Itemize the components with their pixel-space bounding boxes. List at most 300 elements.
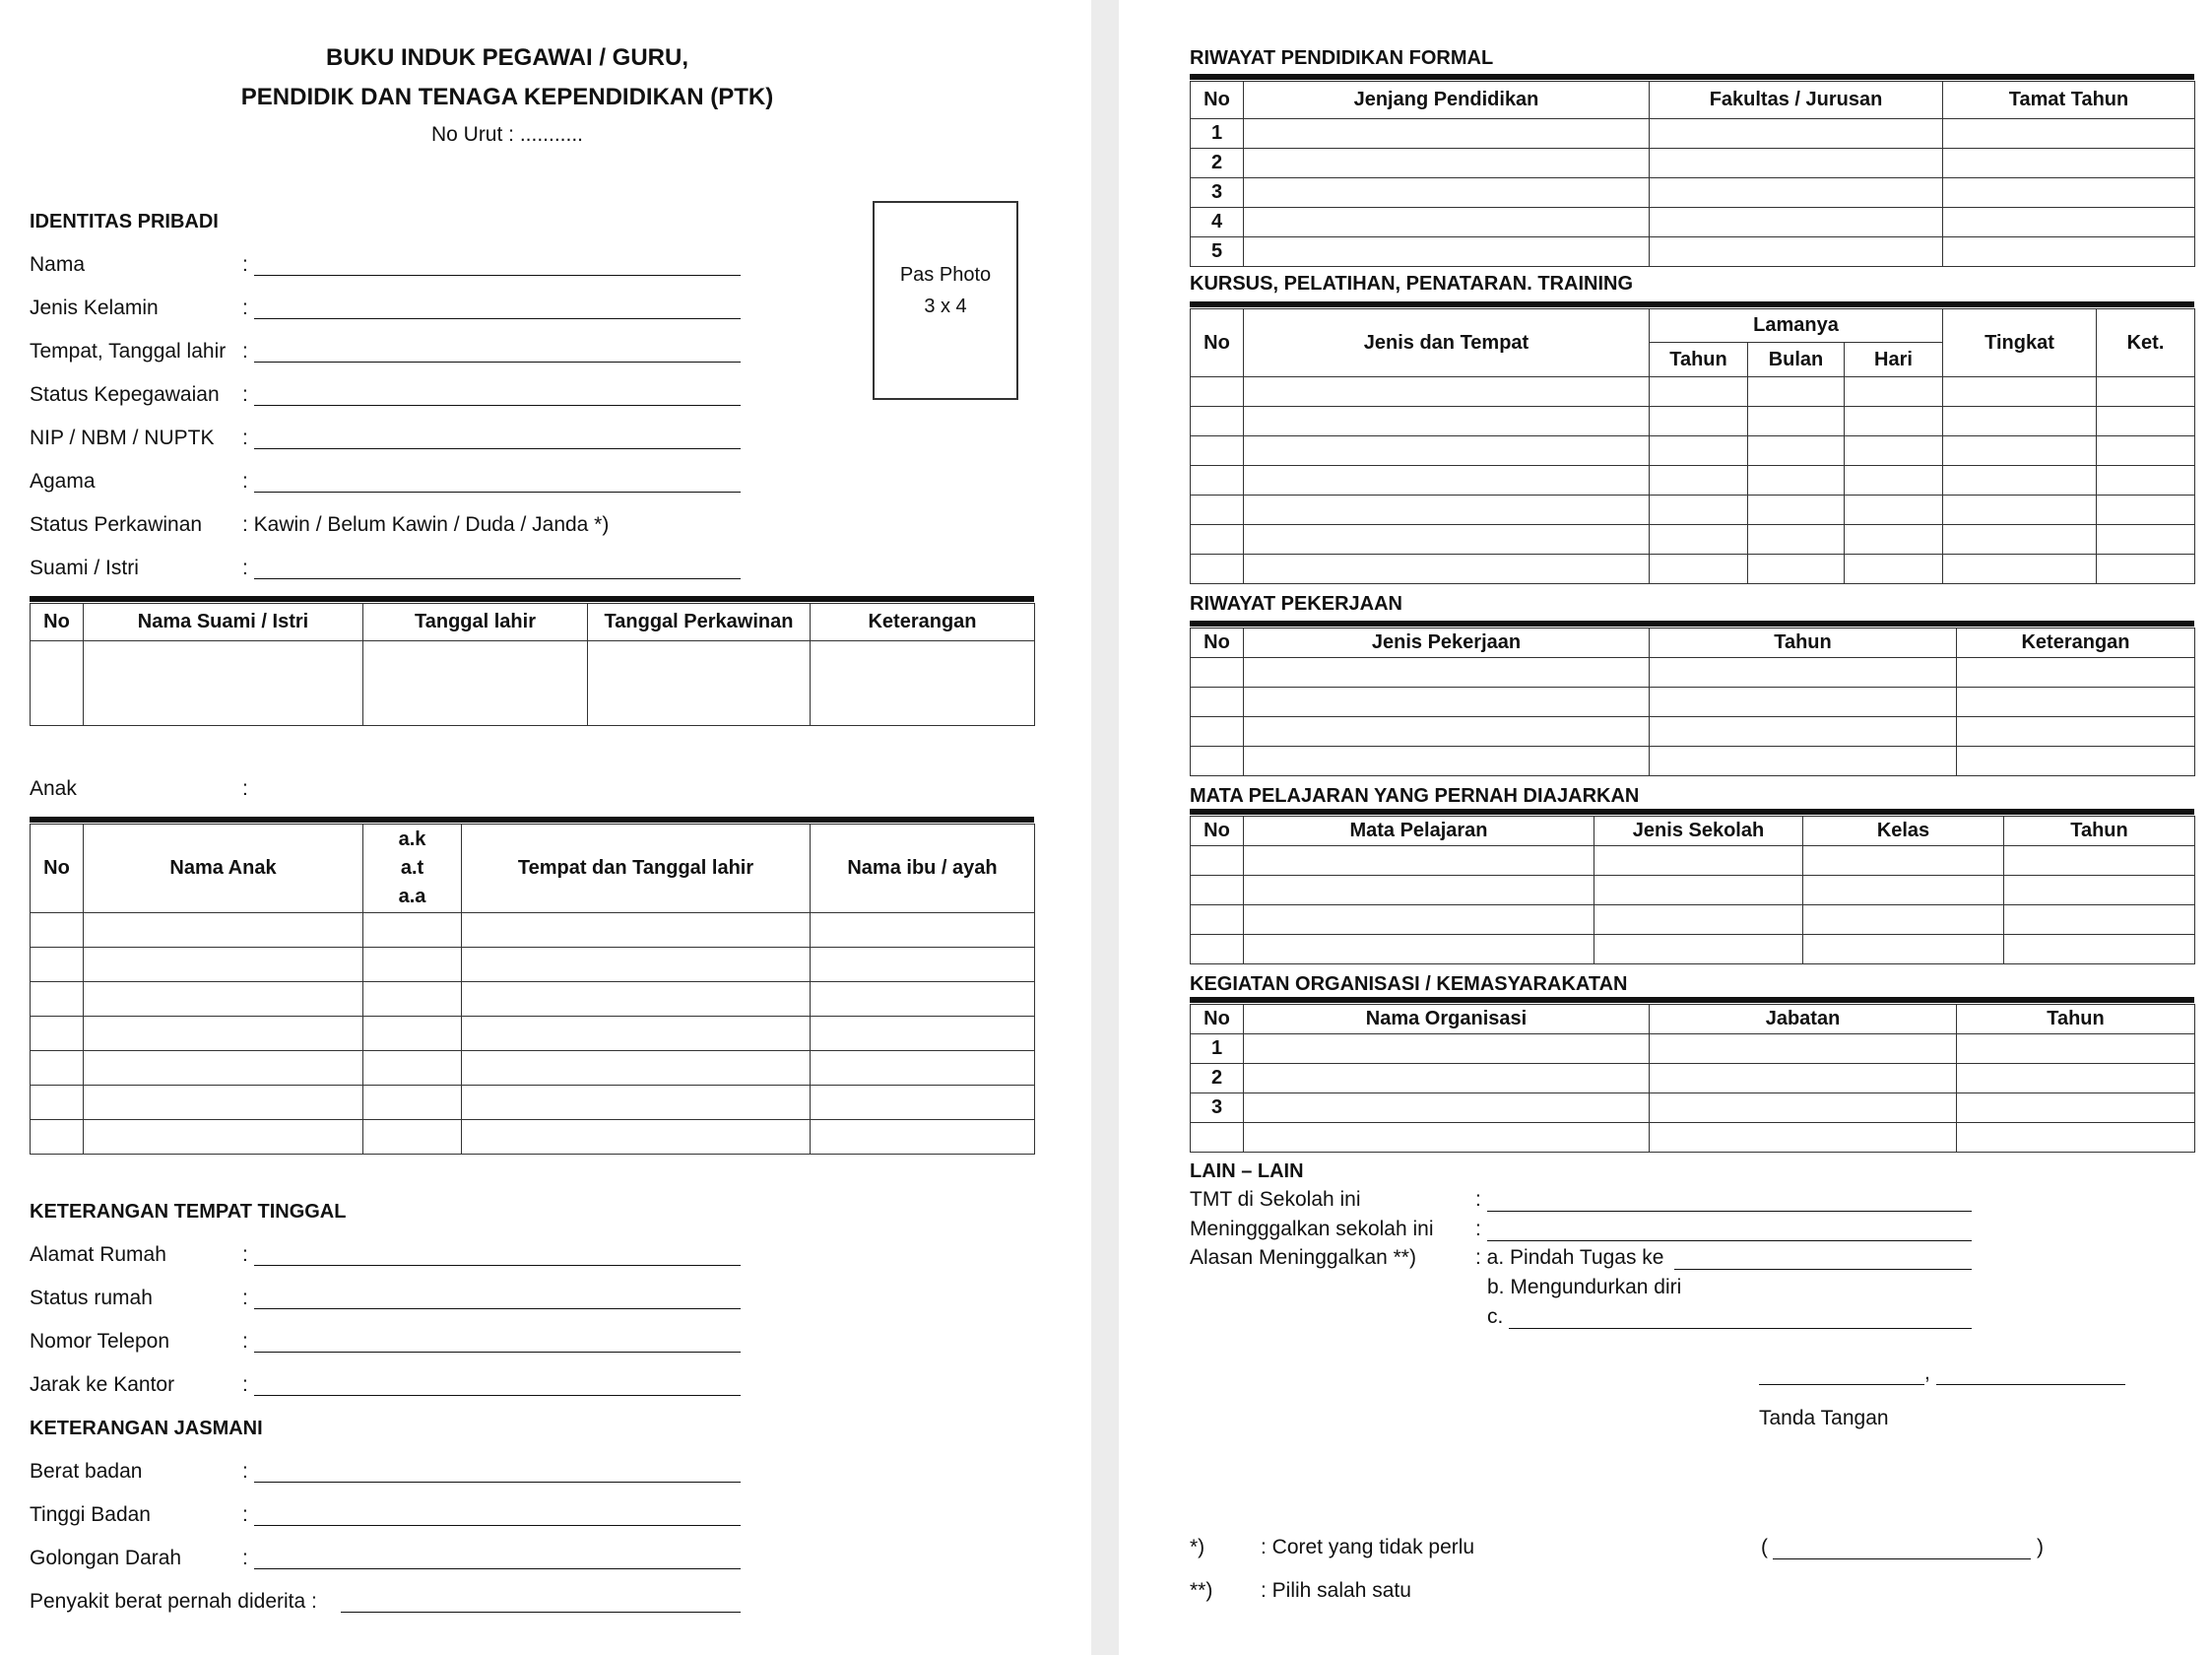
- table-cell[interactable]: [363, 641, 588, 726]
- table-row: [1191, 208, 2195, 237]
- row-number: 5: [1191, 237, 1244, 267]
- table-cell[interactable]: [1191, 525, 1244, 555]
- table-cell[interactable]: [1748, 377, 1845, 407]
- table-cell[interactable]: [1244, 208, 1650, 237]
- field-label-suami-istri: Suami / Istri: [30, 557, 139, 579]
- table-row: [1191, 555, 2195, 584]
- col-header: Fakultas / Jurusan: [1650, 82, 1943, 119]
- field-sep: :: [242, 1373, 248, 1396]
- table-cell[interactable]: [811, 1086, 1035, 1120]
- field-sep: :: [242, 340, 248, 363]
- table-top-rule: [30, 817, 1034, 823]
- no-urut: No Urut : ...........: [430, 123, 584, 146]
- table-cell[interactable]: [1957, 658, 2195, 688]
- table-cell[interactable]: [1594, 846, 1803, 876]
- row-number: 2: [1191, 1064, 1244, 1093]
- table-row: [1191, 407, 2195, 436]
- alasan-option-c[interactable]: c.: [1487, 1305, 1504, 1328]
- table-cell[interactable]: [1244, 496, 1650, 525]
- table-cell[interactable]: [1244, 717, 1650, 747]
- table-cell[interactable]: [1943, 119, 2195, 149]
- lain-heading: LAIN – LAIN: [1190, 1160, 1304, 1182]
- form-title-line1: BUKU INDUK PEGAWAI / GURU,: [325, 44, 688, 71]
- table-cell[interactable]: [1650, 237, 1943, 267]
- table-row: [1191, 1064, 2195, 1093]
- table-cell[interactable]: [363, 1017, 462, 1051]
- field-input-meninggalkan[interactable]: [1487, 1240, 1972, 1241]
- table-cell[interactable]: [2004, 905, 2195, 935]
- table-cell[interactable]: [811, 1051, 1035, 1086]
- col-header: Kelas: [1803, 817, 2004, 846]
- table-cell[interactable]: [1650, 208, 1943, 237]
- table-cell[interactable]: [1650, 1034, 1957, 1064]
- table-row: [1191, 436, 2195, 466]
- table-row: [1191, 119, 2195, 149]
- field-input-penyakit[interactable]: [341, 1612, 741, 1613]
- table-cell[interactable]: [1650, 119, 1943, 149]
- table-cell[interactable]: [1650, 525, 1748, 555]
- col-header: Bulan: [1748, 343, 1845, 377]
- table-cell[interactable]: [1943, 407, 2097, 436]
- pendidikan-heading: RIWAYAT PENDIDIKAN FORMAL: [1190, 47, 1494, 69]
- table-cell[interactable]: [1191, 466, 1244, 496]
- table-cell[interactable]: [1803, 935, 2004, 964]
- table-cell[interactable]: [1191, 688, 1244, 717]
- table-cell[interactable]: [1845, 407, 1943, 436]
- table-cell[interactable]: [1650, 466, 1748, 496]
- table-cell[interactable]: [462, 1051, 811, 1086]
- field-input-tmt[interactable]: [1487, 1211, 1972, 1212]
- table-cell[interactable]: [31, 1051, 84, 1086]
- table-top-rule: [1190, 74, 2194, 80]
- field-label-nip: NIP / NBM / NUPTK: [30, 427, 215, 449]
- table-cell[interactable]: [1957, 1064, 2195, 1093]
- table-cell[interactable]: [1244, 119, 1650, 149]
- field-input-nama[interactable]: [254, 275, 741, 276]
- page-left: [0, 0, 1091, 1655]
- col-header: No: [1191, 817, 1244, 846]
- table-cell[interactable]: [1244, 149, 1650, 178]
- table-cell[interactable]: [31, 1017, 84, 1051]
- table-cell[interactable]: [1650, 407, 1748, 436]
- table-cell[interactable]: [363, 1120, 462, 1155]
- signature-name-line[interactable]: [1773, 1558, 2031, 1559]
- table-cell[interactable]: [1650, 149, 1943, 178]
- col-header: a.k: [398, 828, 426, 850]
- table-cell[interactable]: [1650, 496, 1748, 525]
- table-cell[interactable]: [1191, 436, 1244, 466]
- field-label-golongan-darah: Golongan Darah: [30, 1547, 182, 1569]
- field-input-berat[interactable]: [254, 1482, 741, 1483]
- status-perkawinan-options[interactable]: : Kawin / Belum Kawin / Duda / Janda *): [242, 513, 610, 536]
- alasan-label: Alasan Meninggalkan **): [1190, 1246, 1416, 1269]
- table-cell[interactable]: [1244, 905, 1594, 935]
- field-input-golongan-darah[interactable]: [254, 1568, 741, 1569]
- field-label-jarak: Jarak ke Kantor: [30, 1373, 175, 1396]
- field-sep: :: [242, 253, 248, 276]
- table-cell[interactable]: [363, 1086, 462, 1120]
- table-row: [31, 1017, 1035, 1051]
- note-mark: **): [1190, 1579, 1213, 1602]
- table-cell[interactable]: [1650, 1093, 1957, 1123]
- note-mark: *): [1190, 1536, 1205, 1558]
- col-header: a.t: [400, 857, 424, 879]
- field-label-telepon: Nomor Telepon: [30, 1330, 170, 1353]
- table-cell[interactable]: [84, 1051, 363, 1086]
- table-cell[interactable]: [1943, 436, 2097, 466]
- pas-photo-label: Pas Photo: [899, 264, 992, 286]
- table-row: [31, 913, 1035, 948]
- signature-date-line[interactable]: [1936, 1384, 2125, 1385]
- table-cell[interactable]: [2097, 555, 2195, 584]
- table-row: [31, 982, 1035, 1017]
- table-cell[interactable]: [1943, 377, 2097, 407]
- table-cell[interactable]: [31, 641, 84, 726]
- table-cell[interactable]: [1943, 496, 2097, 525]
- field-input-pindah-tugas[interactable]: [1674, 1269, 1972, 1270]
- table-row: [1191, 496, 2195, 525]
- field-input-jenis-kelamin[interactable]: [254, 318, 741, 319]
- table-cell[interactable]: [1803, 846, 2004, 876]
- table-cell[interactable]: [811, 913, 1035, 948]
- col-header: Mata Pelajaran: [1244, 817, 1594, 846]
- table-cell[interactable]: [1191, 935, 1244, 964]
- table-cell[interactable]: [462, 1017, 811, 1051]
- table-cell[interactable]: [1244, 237, 1650, 267]
- col-header: Lamanya: [1650, 309, 1943, 343]
- alasan-option-a[interactable]: : a. Pindah Tugas ke: [1475, 1246, 1664, 1269]
- kursus-table: [1190, 308, 2195, 584]
- table-cell[interactable]: [363, 982, 462, 1017]
- table-cell[interactable]: [363, 948, 462, 982]
- table-cell[interactable]: [1594, 905, 1803, 935]
- table-cell[interactable]: [1594, 876, 1803, 905]
- table-cell[interactable]: [1803, 905, 2004, 935]
- col-header: Nama Anak: [84, 825, 363, 913]
- col-header: Jenis Pekerjaan: [1244, 629, 1650, 658]
- table-cell[interactable]: [1244, 747, 1650, 776]
- table-cell[interactable]: [1244, 377, 1650, 407]
- table-cell[interactable]: [363, 913, 462, 948]
- table-row: [31, 641, 1035, 726]
- table-cell[interactable]: [1845, 496, 1943, 525]
- field-label-alamat: Alamat Rumah: [30, 1243, 166, 1266]
- table-row: [31, 1086, 1035, 1120]
- table-row: [1191, 377, 2195, 407]
- table-cell[interactable]: [588, 641, 811, 726]
- signature-comma: ,: [1924, 1361, 1930, 1384]
- field-label-penyakit: Penyakit berat pernah diderita :: [30, 1590, 317, 1613]
- table-cell[interactable]: [1650, 1123, 1957, 1153]
- form-title-line2: PENDIDIK DAN TENAGA KEPENDIDIKAN (PTK): [240, 84, 774, 110]
- col-header: No: [1191, 629, 1244, 658]
- table-cell[interactable]: [1943, 525, 2097, 555]
- field-sep: :: [242, 1460, 248, 1483]
- table-cell[interactable]: [84, 948, 363, 982]
- note-text: : Coret yang tidak perlu: [1261, 1536, 1475, 1558]
- table-cell[interactable]: [1191, 876, 1244, 905]
- field-sep: :: [242, 383, 248, 406]
- table-cell[interactable]: [2097, 436, 2195, 466]
- table-cell[interactable]: [1957, 1034, 2195, 1064]
- field-label-status-perkawinan: Status Perkawinan: [30, 513, 203, 536]
- table-cell[interactable]: [1244, 658, 1650, 688]
- table-cell[interactable]: [1748, 466, 1845, 496]
- table-cell[interactable]: [1943, 178, 2195, 208]
- field-input-tinggi[interactable]: [254, 1525, 741, 1526]
- field-input-ttl[interactable]: [254, 362, 741, 363]
- table-cell[interactable]: [1244, 876, 1594, 905]
- field-sep: :: [242, 427, 248, 449]
- field-label-nama: Nama: [30, 253, 86, 276]
- table-top-rule: [1190, 621, 2194, 627]
- table-cell[interactable]: [1244, 555, 1650, 584]
- tmt-label: TMT di Sekolah ini: [1190, 1188, 1361, 1211]
- table-cell[interactable]: [811, 641, 1035, 726]
- tempat-tinggal-heading: KETERANGAN TEMPAT TINGGAL: [30, 1201, 347, 1223]
- field-sep: :: [1475, 1218, 1481, 1240]
- signature-label: Tanda Tangan: [1759, 1407, 1889, 1429]
- field-input-telepon[interactable]: [254, 1352, 741, 1353]
- table-cell[interactable]: [1957, 747, 2195, 776]
- table-cell[interactable]: [462, 913, 811, 948]
- table-cell[interactable]: [84, 982, 363, 1017]
- table-cell[interactable]: [1845, 466, 1943, 496]
- table-top-rule: [30, 596, 1034, 602]
- field-label-status-rumah: Status rumah: [30, 1287, 153, 1309]
- col-header: Tanggal Perkawinan: [588, 604, 811, 641]
- table-cell[interactable]: [1650, 658, 1957, 688]
- table-cell[interactable]: [1244, 407, 1650, 436]
- col-header: Tamat Tahun: [1943, 82, 2195, 119]
- table-cell[interactable]: [1957, 688, 2195, 717]
- anak-table: [30, 824, 1035, 1155]
- table-cell[interactable]: [1748, 407, 1845, 436]
- table-cell[interactable]: [1191, 846, 1244, 876]
- col-header: Tahun: [1650, 343, 1748, 377]
- table-row: [1191, 846, 2195, 876]
- field-sep: :: [1475, 1188, 1481, 1211]
- table-cell[interactable]: [1191, 747, 1244, 776]
- table-cell[interactable]: [1191, 658, 1244, 688]
- table-cell[interactable]: [1191, 1123, 1244, 1153]
- table-cell[interactable]: [2097, 377, 2195, 407]
- row-number: 1: [1191, 1034, 1244, 1064]
- table-cell[interactable]: [363, 1051, 462, 1086]
- table-cell[interactable]: [31, 1120, 84, 1155]
- table-cell[interactable]: [2004, 935, 2195, 964]
- pendidikan-table: [1190, 81, 2195, 267]
- table-cell[interactable]: [1650, 688, 1957, 717]
- table-cell[interactable]: [1748, 555, 1845, 584]
- table-cell[interactable]: [811, 948, 1035, 982]
- pekerjaan-table: [1190, 628, 2195, 776]
- table-cell[interactable]: [84, 1086, 363, 1120]
- table-cell[interactable]: [1943, 208, 2195, 237]
- jasmani-heading: KETERANGAN JASMANI: [30, 1418, 263, 1439]
- row-number: 3: [1191, 178, 1244, 208]
- table-cell[interactable]: [1957, 717, 2195, 747]
- table-cell[interactable]: [1943, 149, 2195, 178]
- table-cell[interactable]: [31, 948, 84, 982]
- table-cell[interactable]: [2097, 466, 2195, 496]
- table-cell[interactable]: [1244, 436, 1650, 466]
- table-cell[interactable]: [31, 913, 84, 948]
- alasan-option-b[interactable]: b. Mengundurkan diri: [1487, 1276, 1682, 1298]
- table-cell[interactable]: [1845, 555, 1943, 584]
- table-cell[interactable]: [1244, 1034, 1650, 1064]
- mapel-heading: MATA PELAJARAN YANG PERNAH DIAJARKAN: [1190, 785, 1640, 807]
- row-number: 2: [1191, 149, 1244, 178]
- table-cell[interactable]: [1244, 178, 1650, 208]
- table-cell[interactable]: [1650, 178, 1943, 208]
- table-cell[interactable]: [1191, 717, 1244, 747]
- table-cell[interactable]: [1244, 846, 1594, 876]
- table-cell[interactable]: [1650, 436, 1748, 466]
- table-cell[interactable]: [1748, 496, 1845, 525]
- pekerjaan-heading: RIWAYAT PEKERJAAN: [1190, 593, 1402, 615]
- page-right: [1119, 0, 2212, 1655]
- field-input-status-rumah[interactable]: [254, 1308, 741, 1309]
- table-cell[interactable]: [2097, 407, 2195, 436]
- table-cell[interactable]: [1191, 496, 1244, 525]
- table-cell[interactable]: [1943, 555, 2097, 584]
- table-cell[interactable]: [1845, 436, 1943, 466]
- field-sep: :: [242, 1330, 248, 1353]
- field-input-alamat[interactable]: [254, 1265, 741, 1266]
- field-input-nip[interactable]: [254, 448, 741, 449]
- table-row: [1191, 178, 2195, 208]
- table-cell[interactable]: [1191, 407, 1244, 436]
- field-label-status-kepegawaian: Status Kepegawaian: [30, 383, 220, 406]
- table-cell[interactable]: [1650, 747, 1957, 776]
- field-sep: :: [242, 297, 248, 319]
- meninggalkan-label: Meningggalkan sekolah ini: [1190, 1218, 1434, 1240]
- table-cell[interactable]: [84, 1120, 363, 1155]
- table-cell[interactable]: [462, 1120, 811, 1155]
- table-cell[interactable]: [811, 1120, 1035, 1155]
- table-row: [1191, 688, 2195, 717]
- table-cell[interactable]: [1943, 466, 2097, 496]
- table-cell[interactable]: [462, 982, 811, 1017]
- table-cell[interactable]: [1244, 466, 1650, 496]
- table-cell[interactable]: [2097, 525, 2195, 555]
- table-cell[interactable]: [1845, 377, 1943, 407]
- mapel-table: [1190, 816, 2195, 964]
- table-cell[interactable]: [1191, 377, 1244, 407]
- signature-open-paren: (: [1761, 1536, 1768, 1558]
- note-text: : Pilih salah satu: [1261, 1579, 1411, 1602]
- field-label-ttl: Tempat, Tanggal lahir: [30, 340, 227, 363]
- field-input-suami-istri[interactable]: [254, 578, 741, 579]
- col-header: Tahun: [1650, 629, 1957, 658]
- field-input-agama[interactable]: [254, 492, 741, 493]
- table-row: [1191, 466, 2195, 496]
- table-row: [31, 1051, 1035, 1086]
- col-header: Tanggal lahir: [363, 604, 588, 641]
- table-cell[interactable]: [462, 1086, 811, 1120]
- field-sep: :: [242, 777, 248, 800]
- table-cell[interactable]: [2004, 876, 2195, 905]
- col-header: No: [31, 825, 84, 913]
- table-cell[interactable]: [1191, 555, 1244, 584]
- pas-photo-size: 3 x 4: [924, 296, 967, 317]
- col-header: Nama Suami / Istri: [84, 604, 363, 641]
- field-input-alasan-lain[interactable]: [1509, 1328, 1972, 1329]
- table-cell[interactable]: [811, 982, 1035, 1017]
- col-header: Nama ibu / ayah: [811, 825, 1035, 913]
- table-row: [1191, 525, 2195, 555]
- pas-photo-box[interactable]: [873, 201, 1018, 400]
- table-cell[interactable]: [1244, 525, 1650, 555]
- table-cell[interactable]: [462, 948, 811, 982]
- table-cell[interactable]: [1244, 1093, 1650, 1123]
- table-row: [31, 948, 1035, 982]
- table-cell[interactable]: [1650, 1064, 1957, 1093]
- table-cell[interactable]: [1650, 717, 1957, 747]
- col-header: Nama Organisasi: [1244, 1005, 1650, 1034]
- table-cell[interactable]: [1244, 1064, 1650, 1093]
- col-header: No: [31, 604, 84, 641]
- table-cell[interactable]: [1845, 525, 1943, 555]
- table-cell[interactable]: [1244, 1123, 1650, 1153]
- table-cell[interactable]: [84, 641, 363, 726]
- table-row: [1191, 1123, 2195, 1153]
- field-sep: :: [242, 1243, 248, 1266]
- table-cell[interactable]: [1748, 436, 1845, 466]
- col-header: Tempat dan Tanggal lahir: [462, 825, 811, 913]
- field-input-status-kepegawaian[interactable]: [254, 405, 741, 406]
- field-input-jarak[interactable]: [254, 1395, 741, 1396]
- table-cell[interactable]: [2004, 846, 2195, 876]
- table-cell[interactable]: [1748, 525, 1845, 555]
- table-cell[interactable]: [1244, 688, 1650, 717]
- table-row: [1191, 1093, 2195, 1123]
- table-cell[interactable]: [31, 982, 84, 1017]
- table-cell[interactable]: [1957, 1123, 2195, 1153]
- table-cell[interactable]: [1943, 237, 2195, 267]
- table-cell[interactable]: [84, 1017, 363, 1051]
- table-cell[interactable]: [31, 1086, 84, 1120]
- table-cell[interactable]: [1803, 876, 2004, 905]
- table-cell[interactable]: [1957, 1093, 2195, 1123]
- signature-place-line[interactable]: [1759, 1384, 1924, 1385]
- table-cell[interactable]: [84, 913, 363, 948]
- table-top-rule: [1190, 809, 2194, 815]
- field-label-agama: Agama: [30, 470, 96, 493]
- table-cell[interactable]: [811, 1017, 1035, 1051]
- col-header: Tahun: [1957, 1005, 2195, 1034]
- col-header: No: [1191, 1005, 1244, 1034]
- field-sep: :: [242, 1547, 248, 1569]
- table-row: [1191, 658, 2195, 688]
- table-cell[interactable]: [1244, 935, 1594, 964]
- field-label-tinggi: Tinggi Badan: [30, 1503, 151, 1526]
- table-cell[interactable]: [1594, 935, 1803, 964]
- table-cell[interactable]: [1650, 377, 1748, 407]
- field-sep: :: [242, 1503, 248, 1526]
- col-header: Jabatan: [1650, 1005, 1957, 1034]
- table-cell[interactable]: [1191, 905, 1244, 935]
- row-number: 4: [1191, 208, 1244, 237]
- col-header: Tingkat: [1943, 309, 2097, 377]
- table-cell[interactable]: [1650, 555, 1748, 584]
- col-header: Jenis Sekolah: [1594, 817, 1803, 846]
- col-header: Keterangan: [811, 604, 1035, 641]
- table-cell[interactable]: [2097, 496, 2195, 525]
- col-header: Hari: [1845, 343, 1943, 377]
- col-header: Keterangan: [1957, 629, 2195, 658]
